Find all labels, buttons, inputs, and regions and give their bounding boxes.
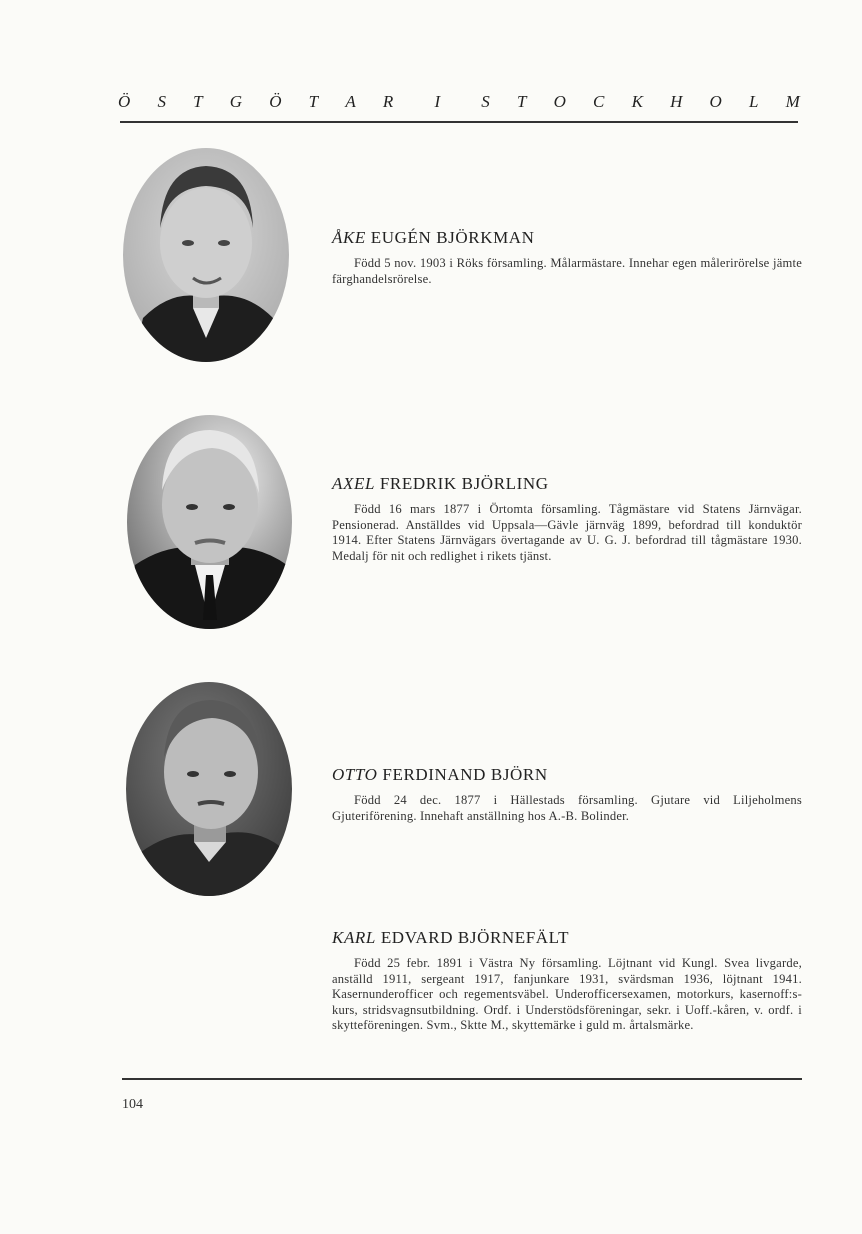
biography-entry [332, 474, 802, 564]
rest-name: FREDRIK BJÖRLING [379, 474, 549, 493]
running-title-letter: S [481, 92, 490, 111]
biography-text: Född 24 dec. 1877 i Hällestads församling. Gjutare vid Liljeholmens Gjuteriförening. Innehaft anställning hos A.-B. Bolinder. [332, 793, 802, 823]
person-name [332, 928, 802, 948]
running-title-letter: Ö [269, 92, 282, 111]
page-number: 104 [122, 1097, 143, 1112]
biography-entry [332, 928, 802, 1034]
running-title-letter: T [516, 92, 527, 111]
running-title-letter: M [785, 92, 800, 111]
running-title-letter: L [748, 92, 759, 111]
running-title-letter: G [229, 92, 243, 111]
first-name: KARL [332, 928, 376, 947]
running-title-letter: S [157, 92, 166, 111]
person-name [332, 228, 802, 248]
biography-entry [332, 765, 802, 824]
portrait-photo-icon [123, 148, 289, 362]
running-title-letter: Ö [118, 92, 131, 111]
rest-name: EUGÉN BJÖRKMAN [370, 228, 535, 247]
biography-entry [332, 228, 802, 287]
biography-text: Född 5 nov. 1903 i Röks församling. Målarmästare. Innehar egen målerirörelse jämte färghandelsrörelse. [332, 256, 802, 286]
running-title-letter: H [670, 92, 683, 111]
running-title-letter: I [434, 92, 441, 111]
running-title [118, 92, 800, 112]
running-title-letter: C [593, 92, 605, 111]
person-name [332, 474, 802, 494]
running-title-letter: A [345, 92, 356, 111]
footer-rule [122, 1078, 802, 1080]
header-rule [120, 121, 798, 123]
first-name: OTTO [332, 765, 378, 784]
portrait-photo-icon [126, 682, 292, 896]
running-title-letter: O [709, 92, 722, 111]
rest-name: EDVARD BJÖRNEFÄLT [380, 928, 570, 947]
biography-text: Född 25 febr. 1891 i Västra Ny församling. Löjtnant vid Kungl. Svea livgarde, anställd 1911, sergeant 1917, fanjunkare 1931, svärdsman 1936, löjtnant 1941. Kasernunderofficer och regementsväbel. Underofficersexamen, motorkurs, kasernoff:s-kurs, stridsvagnsutbildning. Ordf. i Understödsföreningar, sekr. i Uoff.-kåren, v. ordf. i skytteföreningen. Svm., Sktte M., skyttemärke i guld m. årtalsmärke. [332, 956, 802, 1033]
running-title-letter: T [308, 92, 319, 111]
person-name [332, 765, 802, 785]
rest-name: FERDINAND BJÖRN [382, 765, 548, 784]
portrait-photo-icon [127, 415, 292, 629]
running-title-letter: T [193, 92, 203, 111]
running-title-letter: R [382, 92, 394, 111]
first-name: AXEL [332, 474, 376, 493]
running-title-letter: K [631, 92, 643, 111]
biography-text: Född 16 mars 1877 i Örtomta församling. Tågmästare vid Statens Järnvägar. Pensionerad. Anställdes vid Uppsala—Gävle järnväg 1899, befordrad till konduktör 1914. Efter Statens Järnvägars övertagande av U. G. J. befordrad till tågmästare 1930. Medalj för nit och redlighet i rikets tjänst. [332, 502, 802, 563]
running-title-letter: O [553, 92, 566, 111]
first-name: ÅKE [332, 228, 366, 247]
